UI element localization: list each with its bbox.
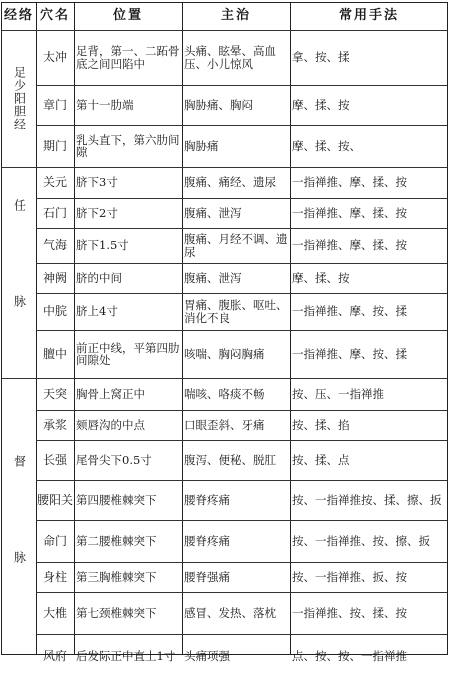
row-divider (36, 293, 447, 294)
meridian-cell: 任 脉 (12, 198, 27, 347)
header-cell: 穴名 (39, 8, 70, 24)
acupoint-name: 天突 (42, 386, 67, 401)
location-cell: 脐下2寸 (76, 205, 118, 220)
technique-cell: 一指禅推、摩、按、揉 (292, 346, 407, 361)
location-cell: 第三胸椎棘突下 (76, 569, 157, 584)
row-divider (36, 263, 447, 264)
technique-cell: 一指禅推、摩、揉、按 (292, 175, 407, 190)
indication-cell: 腰脊疼痛 (184, 533, 230, 548)
row-divider (36, 125, 447, 126)
technique-cell: 按、一指禅推、按、擦、扳 (292, 533, 430, 548)
indication-cell: 腹痛、痛经、遗尿 (184, 175, 276, 190)
meridian-cell: 足少阳胆经 (12, 66, 27, 131)
acupoint-name: 章门 (42, 97, 67, 112)
technique-cell: 按、揉、掐 (292, 417, 350, 432)
technique-cell: 摩、揉、按、 (292, 138, 361, 153)
location-cell: 脐的中间 (76, 270, 122, 285)
indication-cell: 胸胁痛、胸闷 (184, 97, 253, 112)
location-cell: 第七颈椎棘突下 (76, 605, 157, 620)
indication-cell: 头痛项强 (184, 649, 230, 664)
technique-cell: 拿、按、揉 (292, 50, 350, 65)
technique-cell: 一指禅推、摩、按、揉 (292, 304, 407, 319)
header-cell: 常用手法 (338, 8, 399, 24)
technique-cell: 按、一指禅推按、揉、擦、扳 (292, 492, 442, 507)
group-divider (2, 378, 447, 379)
indication-cell: 口眼歪斜、牙痛 (184, 417, 265, 432)
acupoint-name: 承浆 (42, 417, 67, 432)
acupoint-name: 膻中 (42, 346, 67, 361)
technique-cell: 一指禅推、摩、揉、按 (292, 238, 407, 253)
indication-cell: 腰脊疼痛 (184, 492, 230, 507)
indication-cell: 腹痛、月经不调、遗尿 (184, 232, 288, 259)
acupoint-name: 关元 (42, 175, 67, 190)
acupoint-name: 命门 (42, 533, 67, 548)
indication-cell: 腹痛、泄泻 (184, 205, 242, 220)
location-cell: 脐上4寸 (76, 304, 118, 319)
acupoint-name: 太冲 (42, 50, 67, 65)
acupoint-name: 石门 (42, 205, 67, 220)
technique-cell: 按、压、一指禅推 (292, 386, 384, 401)
location-cell: 后发际正中直上1寸 (76, 649, 176, 664)
row-divider (36, 85, 447, 86)
indication-cell: 腰脊强痛 (184, 569, 230, 584)
indication-cell: 咳喘、胸闷胸痛 (184, 346, 265, 361)
acupoint-name: 中脘 (42, 304, 67, 319)
location-cell: 胸骨上窝正中 (76, 386, 145, 401)
indication-cell: 头痛、眩晕、高血压、小儿惊风 (184, 44, 276, 71)
acupoint-name: 风府 (42, 649, 67, 664)
acupoint-table (1, 2, 448, 664)
technique-cell: 点、按、按、一指禅推 (292, 649, 407, 664)
row-divider (36, 562, 447, 563)
location-cell: 第四腰椎棘突下 (76, 492, 157, 507)
location-cell: 尾骨尖下0.5寸 (76, 452, 152, 467)
location-cell: 脐下3寸 (76, 175, 118, 190)
location-cell: 第二腰椎棘突下 (76, 533, 157, 548)
acupoint-name: 身柱 (42, 569, 67, 584)
row-divider (36, 330, 447, 331)
technique-cell: 按、一指禅推、扳、按 (292, 569, 407, 584)
location-cell: 脐下1.5寸 (76, 238, 129, 253)
header-cell: 位置 (112, 8, 143, 24)
technique-cell: 摩、揉、按 (292, 97, 350, 112)
technique-cell: 按、揉、点 (292, 452, 350, 467)
location-cell: 前正中线，平第四肋间隙处 (76, 340, 180, 367)
row-divider (36, 410, 447, 411)
indication-cell: 喘咳、咯痰不畅 (184, 386, 265, 401)
indication-cell: 感冒、发热、落枕 (184, 605, 276, 620)
row-divider (36, 592, 447, 593)
acupoint-name: 气海 (42, 238, 67, 253)
row-divider (36, 520, 447, 521)
indication-cell: 腹痛、泄泻 (184, 270, 242, 285)
row-divider (36, 440, 447, 441)
indication-cell: 腹泻、便秘、脱肛 (184, 452, 276, 467)
header-cell: 经络 (4, 8, 35, 24)
location-cell: 第十一肋端 (76, 97, 134, 112)
technique-cell: 一指禅推、按、揉、按 (292, 605, 407, 620)
header-cell: 主治 (220, 8, 251, 24)
technique-cell: 一指禅推、摩、揉、按 (292, 205, 407, 220)
row-divider (36, 198, 447, 199)
acupoint-name: 腰阳关 (36, 492, 73, 507)
row-divider (36, 228, 447, 229)
indication-cell: 胸胁痛 (184, 138, 219, 153)
row-divider (36, 480, 447, 481)
location-cell: 足背，第一、二跖骨底之间凹陷中 (76, 44, 180, 71)
acupoint-name: 神阙 (42, 270, 67, 285)
acupoint-name: 大椎 (42, 605, 67, 620)
location-cell: 乳头直下，第六肋间隙 (76, 132, 180, 159)
technique-cell: 摩、揉、按 (292, 270, 350, 285)
row-divider (36, 634, 447, 635)
group-divider (2, 167, 447, 168)
location-cell: 颏唇沟的中点 (76, 417, 145, 432)
meridian-cell: 督 脉 (12, 454, 27, 603)
indication-cell: 胃痛、腹胀、呕吐、消化不良 (184, 298, 288, 325)
acupoint-name: 长强 (42, 452, 67, 467)
acupoint-name: 期门 (42, 138, 67, 153)
